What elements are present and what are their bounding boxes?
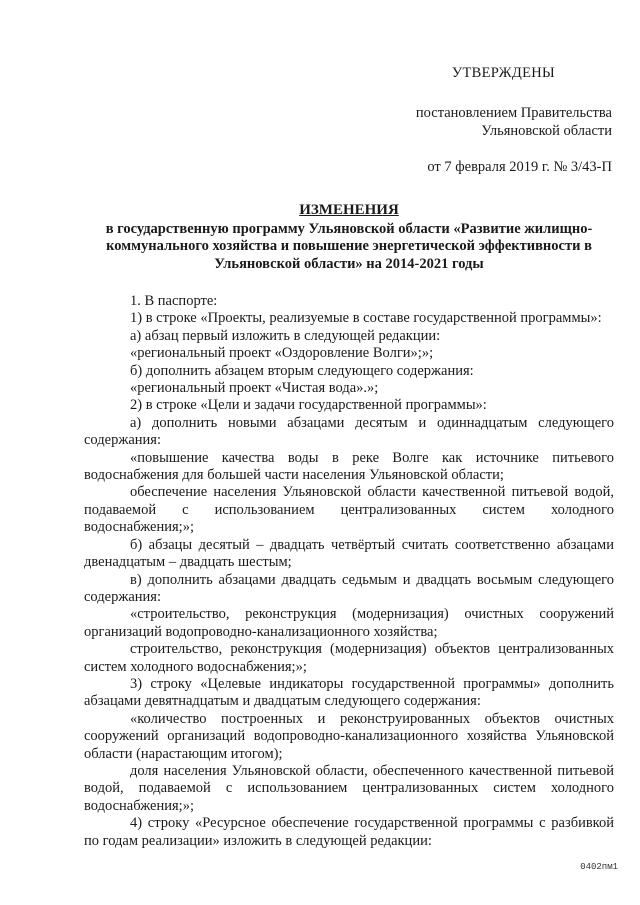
paragraph: обеспечение населения Ульяновской области качественной питьевой водой, подаваемой с использованием централизованных систем холодного водоснабжения;»; (84, 484, 614, 536)
approval-date: от 7 февраля 2019 г. № 3/43-П (427, 159, 612, 175)
document-body (84, 293, 614, 850)
document-title: ИЗМЕНЕНИЯ (299, 202, 399, 218)
paragraph: б) абзацы десятый – двадцать четвёртый считать соответственно абзацами двенадцатым – двадцать шестым; (84, 536, 614, 571)
paragraph: «региональный проект «Оздоровление Волги»;»; (130, 345, 434, 362)
approval-decree: постановлением Правительства Ульяновской области (415, 105, 612, 139)
approval-block (352, 64, 612, 176)
paragraph: 3) строку «Целевые индикаторы государственной программы» дополнить абзацами девятнадцатым и двадцатым следующего содержания: (84, 675, 614, 710)
paragraph: 1) в строке «Проекты, реализуемые в составе государственной программы»: (130, 310, 602, 327)
paragraph: строительство, реконструкция (модернизация) объектов централизованных систем холодного водоснабжения;»; (84, 641, 614, 675)
paragraph: 4) строку «Ресурсное обеспечение государственной программы с разбивкой по годам реализации» изложить в следующей редакции: (84, 815, 614, 849)
paragraph: «региональный проект «Чистая вода».»; (130, 380, 379, 397)
document-subtitle: в государственную программу Ульяновской области «Развитие жилищно-коммунального хозяйства и повышение энергетической эффективности в Ульяновской области» на 2014-2021 годы (105, 220, 593, 272)
paragraph: «строительство, реконструкция (модернизация) очистных сооружений организаций водопроводно-канализационного хозяйства; (84, 606, 614, 640)
document-header (84, 202, 614, 273)
paragraph: «количество построенных и реконструированных объектов очистных сооружений организаций водопроводно-канализационного хозяйства Ульяновской области (нарастающим итогом); (84, 710, 614, 762)
paragraph: а) абзац первый изложить в следующей редакции: (130, 327, 441, 344)
paragraph: 1. В паспорте: (130, 293, 218, 309)
paragraph: б) дополнить абзацем вторым следующего содержания: (130, 362, 474, 379)
paragraph: в) дополнить абзацами двадцать седьмым и двадцать восьмым следующего содержания: (84, 571, 614, 605)
paragraph: «повышение качества воды в реке Волге как источнике питьевого водоснабжения для большей части населения Ульяновской области; (84, 449, 614, 484)
paragraph: а) дополнить новыми абзацами десятым и одиннадцатым следующего содержания: (84, 414, 614, 449)
page-code: 0402пм1 (580, 862, 618, 872)
paragraph: доля населения Ульяновской области, обеспеченного качественной питьевой водой, подаваемой с использованием централизованных систем холодного водоснабжения;»; (84, 762, 614, 814)
paragraph: 2) в строке «Цели и задачи государственной программы»: (130, 397, 487, 414)
approval-stamp: УТВЕРЖДЕНЫ (451, 65, 555, 81)
